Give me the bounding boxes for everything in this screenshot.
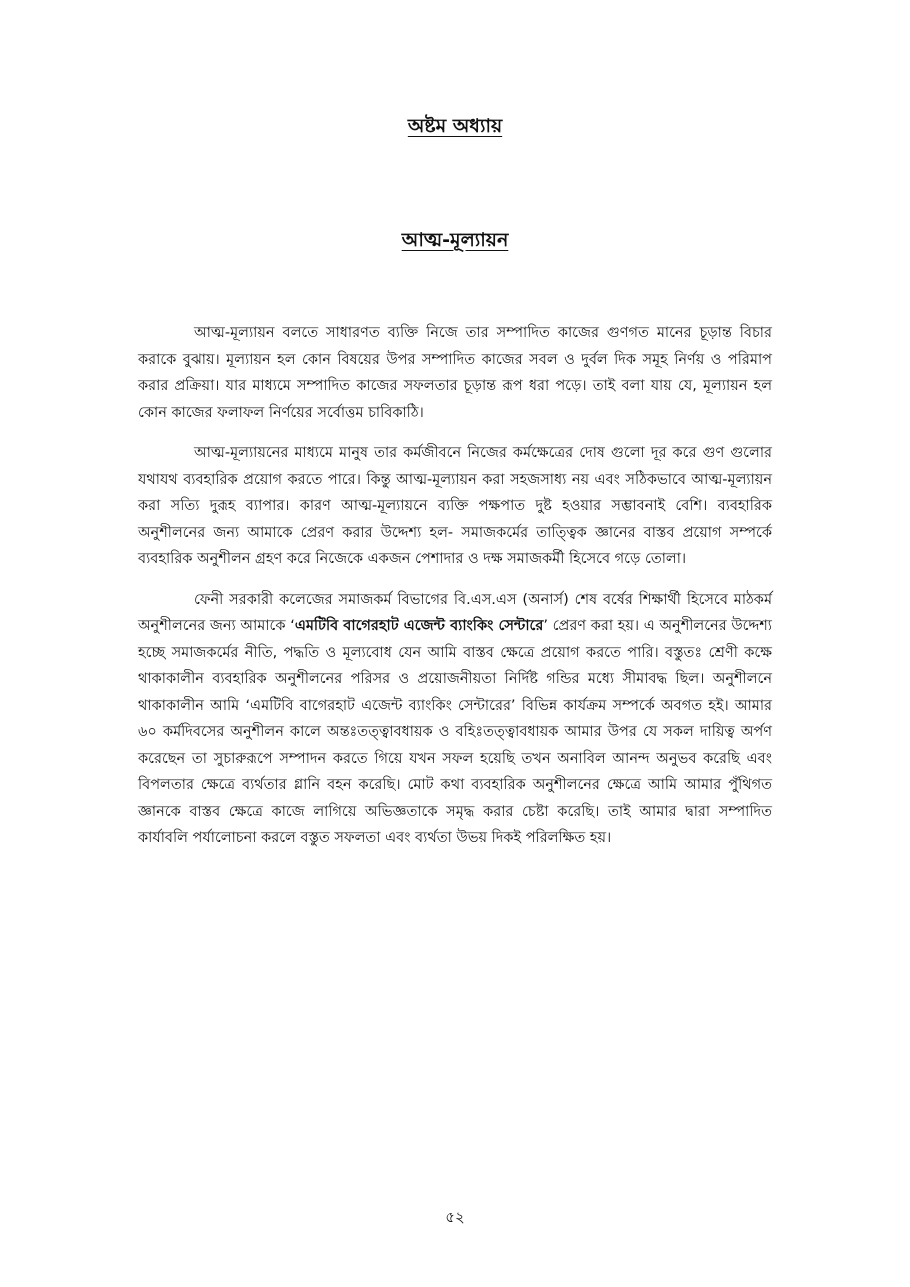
- section-title: আত্ম-মূল্যায়ন: [401, 229, 509, 251]
- page-number: ৫২: [445, 1208, 465, 1226]
- paragraph-3-text-after: ’ প্রেরণ করা হয়। এ অনুশীলনের উদ্দেশ্য হচ্ছে সমাজকর্মের নীতি, পদ্ধতি ও মূল্যবোধ যেন আমি বাস্তব ক্ষেত্রে প্রয়োগ করতে পারি। বস্তুতঃ শ্রেণী কক্ষে থাকাকালীন ব্যবহারিক অনুশীলনের পরিসর ও প্রয়োজনীয়তা নির্দিষ্ট গন্ডির মধ্যে সীমাবদ্ধ ছিল। অনুশীলনে থাকাকালীন আমি ‘এমটিবি বাগেরহাট এজেন্ট ব্যাংকিং সেন্টারের’ বিভিন্ন কার্যক্রম সম্পর্কে অবগত হই। আমার ৬০ কর্মদিবসের অনুশীলন কালে অন্তঃতত্ত্বাবধায়ক ও বহিঃতত্ত্বাবধায়ক আমার উপর যে সকল দায়িত্ব অর্পণ করেছেন তা সুচারুরূপে সম্পাদন করতে গিয়ে যখন সফল হয়েছি তখন অনাবিল আনন্দ অনুভব করেছি এবং বিপলতার ক্ষেত্রে ব্যর্থতার গ্লানি বহন করেছি। মোট কথা ব্যবহারিক অনুশীলনের ক্ষেত্রে আমি আমার পুঁথিগত জ্ঞানকে বাস্তব ক্ষেত্রে কাজে লাগিয়ে অভিজ্ঞতাকে সমৃদ্ধ করার চেষ্টা করেছি। তাই আমার দ্বারা সম্পাদিত কার্যাবলি পর্যালোচনা করলে বস্তুত সফলতা এবং ব্যর্থতা উভয় দিকই পরিলক্ষিত হয়।: [138, 618, 772, 846]
- body-text: [138, 320, 772, 866]
- chapter-title: অষ্টম অধ্যায়: [407, 115, 503, 137]
- paragraph-3-text-before: ফেনী সরকারী কলেজের সমাজকর্ম বিভাগের বি.এস.এস (অনার্স) শেষ বর্ষের শিক্ষার্থী হিসেবে মাঠকর্ম অনুশীলনের জন্য আমাকে ‘: [138, 591, 772, 634]
- paragraph-2: আত্ম-মূল্যায়নের মাধ্যমে মানুষ তার কর্মজীবনে নিজের কর্মক্ষেত্রের দোষ গুলো দূর করে গুণ গুলোর যথাযথ ব্যবহারিক প্রয়োগ করতে পারে। কিন্তু আত্ম-মূল্যায়ন করা সহজসাধ্য নয় এবং সঠিকভাবে আত্ম-মূল্যায়ন করা সত্যি দুরূহ ব্যাপার। কারণ আত্ম-মূল্যায়নে ব্যক্তি পক্ষপাত দুষ্ট হওয়ার সম্ভাবনাই বেশি। ব্যবহারিক অনুশীলনের জন্য আমাকে প্রেরণ করার উদ্দেশ্য হল- সমাজকর্মের তাত্ত্বিক জ্ঞানের বাস্তব প্রয়োগ সম্পর্কে ব্যবহারিক অনুশীলন গ্রহণ করে নিজেকে একজন পেশাদার ও দক্ষ সমাজকর্মী হিসেবে গড়ে তোলা।: [138, 445, 772, 567]
- paragraph-1: আত্ম-মূল্যায়ন বলতে সাধারণত ব্যক্তি নিজে তার সম্পাদিত কাজের গুণগত মানের চূড়ান্ত বিচার করাকে বুঝায়। মূল্যায়ন হল কোন বিষয়ের উপর সম্পাদিত কাজের সবল ও দুর্বল দিক সমূহ নির্ণয় ও পরিমাপ করার প্রক্রিয়া। যার মাধ্যমে সম্পাদিত কাজের সফলতার চূড়ান্ত রূপ ধরা পড়ে। তাই বলা যায় যে, মূল্যায়ন হল কোন কাজের ফলাফল নির্ণয়ের সর্বোত্তম চাবিকাঠি।: [138, 325, 772, 421]
- paragraph-3-bold-centre-name: এমটিবি বাগেরহাট এজেন্ট ব্যাংকিং সেন্টারে: [294, 618, 544, 634]
- paragraph-3: [138, 587, 772, 852]
